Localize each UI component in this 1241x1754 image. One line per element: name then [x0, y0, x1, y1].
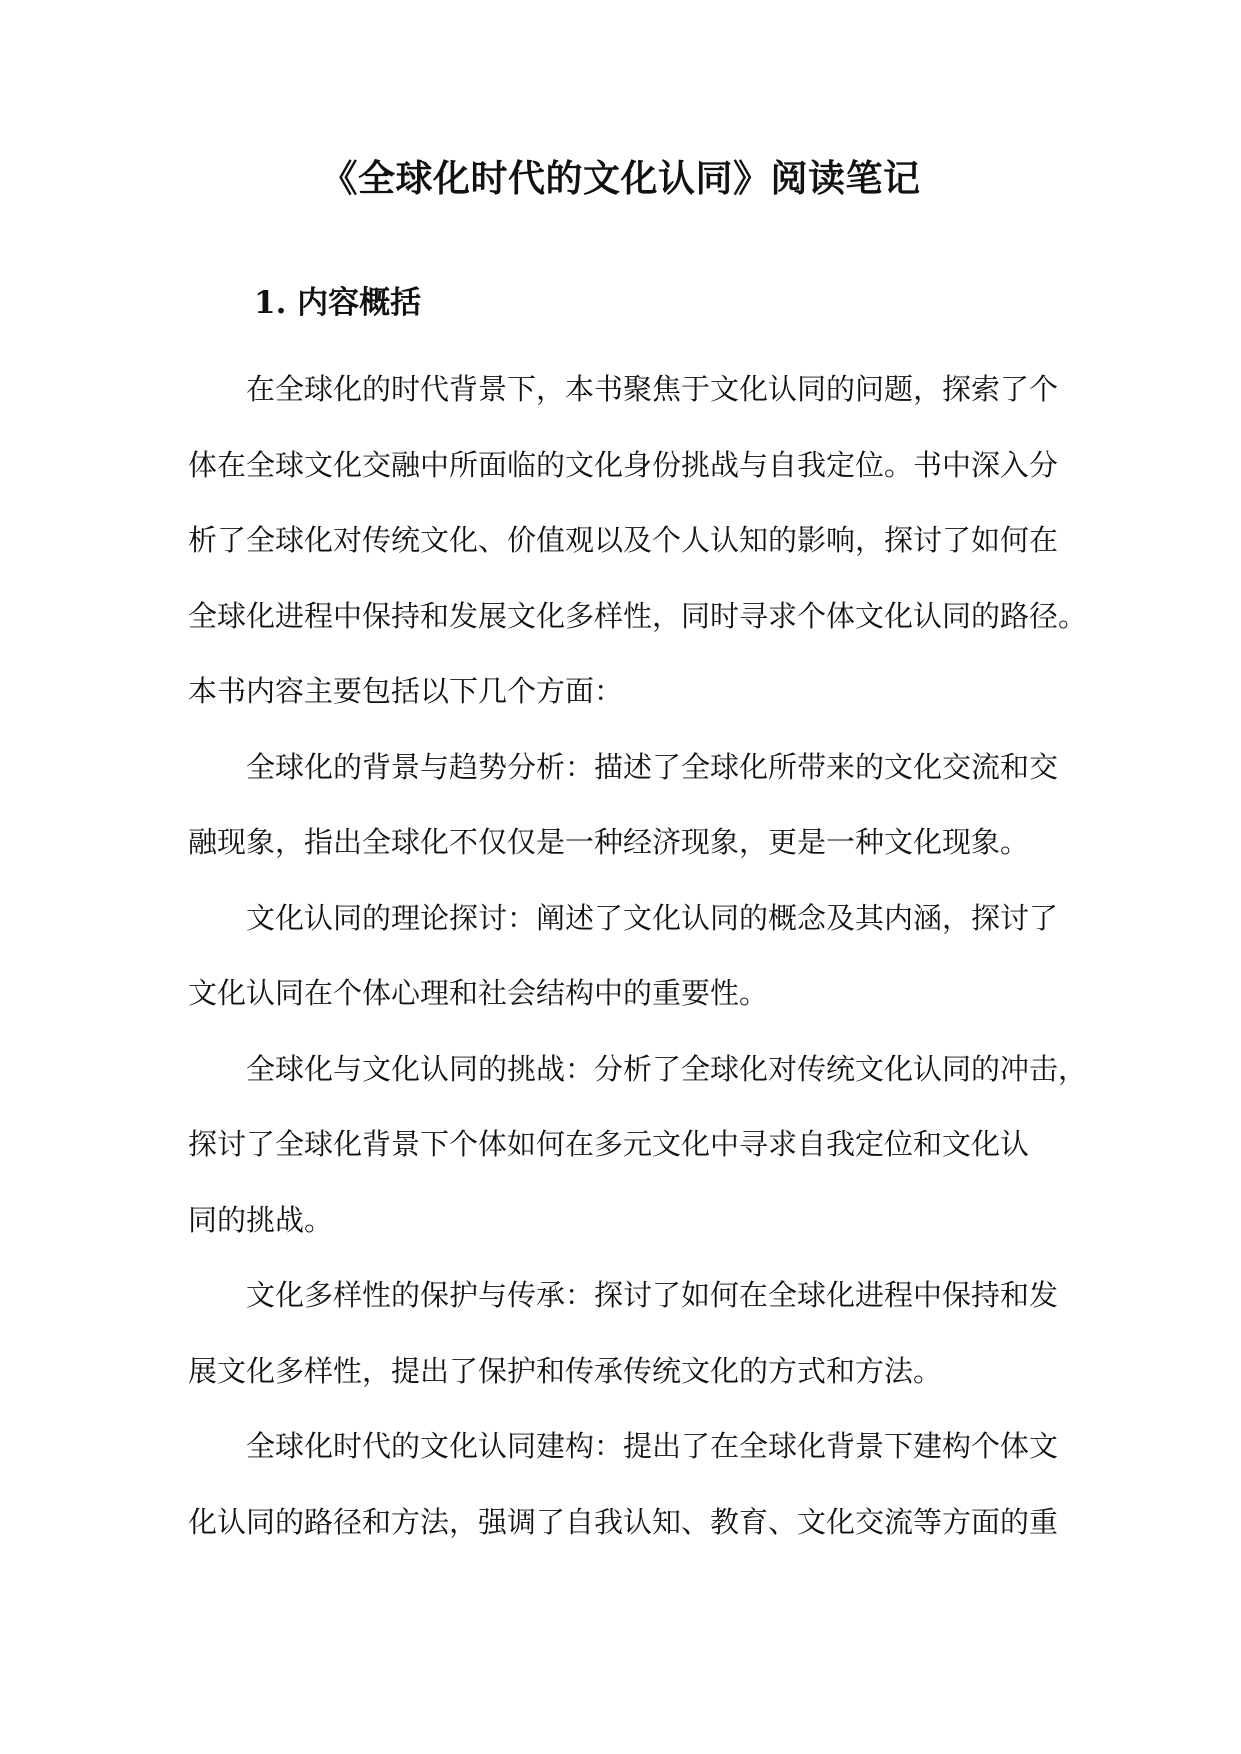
document-body — [188, 364, 1088, 1572]
text-line: 全球化的背景与趋势分析：描述了全球化所带来的文化交流和交 — [246, 749, 1059, 784]
text-line: 全球化进程中保持和发展文化多样性，同时寻求个体文化认同的路径。 — [188, 598, 1088, 633]
text-line: 同的挑战。 — [188, 1202, 334, 1237]
section-heading: 1. 内容概括 — [254, 285, 422, 321]
text-line: 融现象，指出全球化不仅仅是一种经济现象，更是一种文化现象。 — [188, 825, 1030, 859]
text-line: 文化认同在个体心理和社会结构中的重要性。 — [188, 976, 769, 1010]
text-line: 析了全球化对传统文化、价值观以及个人认知的影响，探讨了如何在 — [188, 523, 1059, 557]
text-line: 文化多样性的保护与传承：探讨了如何在全球化进程中保持和发 — [246, 1278, 1059, 1312]
text-line: 文化认同的理论探讨：阐述了文化认同的概念及其内涵，探讨了 — [246, 900, 1059, 935]
text-line: 在全球化的时代背景下，本书聚焦于文化认同的问题，探索了个 — [246, 372, 1059, 406]
text-line: 体在全球文化交融中所面临的文化身份挑战与自我定位。书中深入分 — [188, 447, 1059, 482]
document-title: 《全球化时代的文化认同》阅读笔记 — [320, 156, 921, 200]
text-line: 全球化与文化认同的挑战：分析了全球化对传统文化认同的冲击， — [246, 1051, 1088, 1086]
text-line: 探讨了全球化背景下个体如何在多元文化中寻求自我定位和文化认 — [188, 1127, 1030, 1161]
text-line: 本书内容主要包括以下几个方面： — [188, 674, 624, 708]
text-line: 化认同的路径和方法，强调了自我认知、教育、文化交流等方面的重 — [188, 1504, 1059, 1539]
text-line: 全球化时代的文化认同建构：提出了在全球化背景下建构个体文 — [246, 1429, 1059, 1463]
text-line: 展文化多样性，提出了保护和传承传统文化的方式和方法。 — [188, 1353, 943, 1388]
